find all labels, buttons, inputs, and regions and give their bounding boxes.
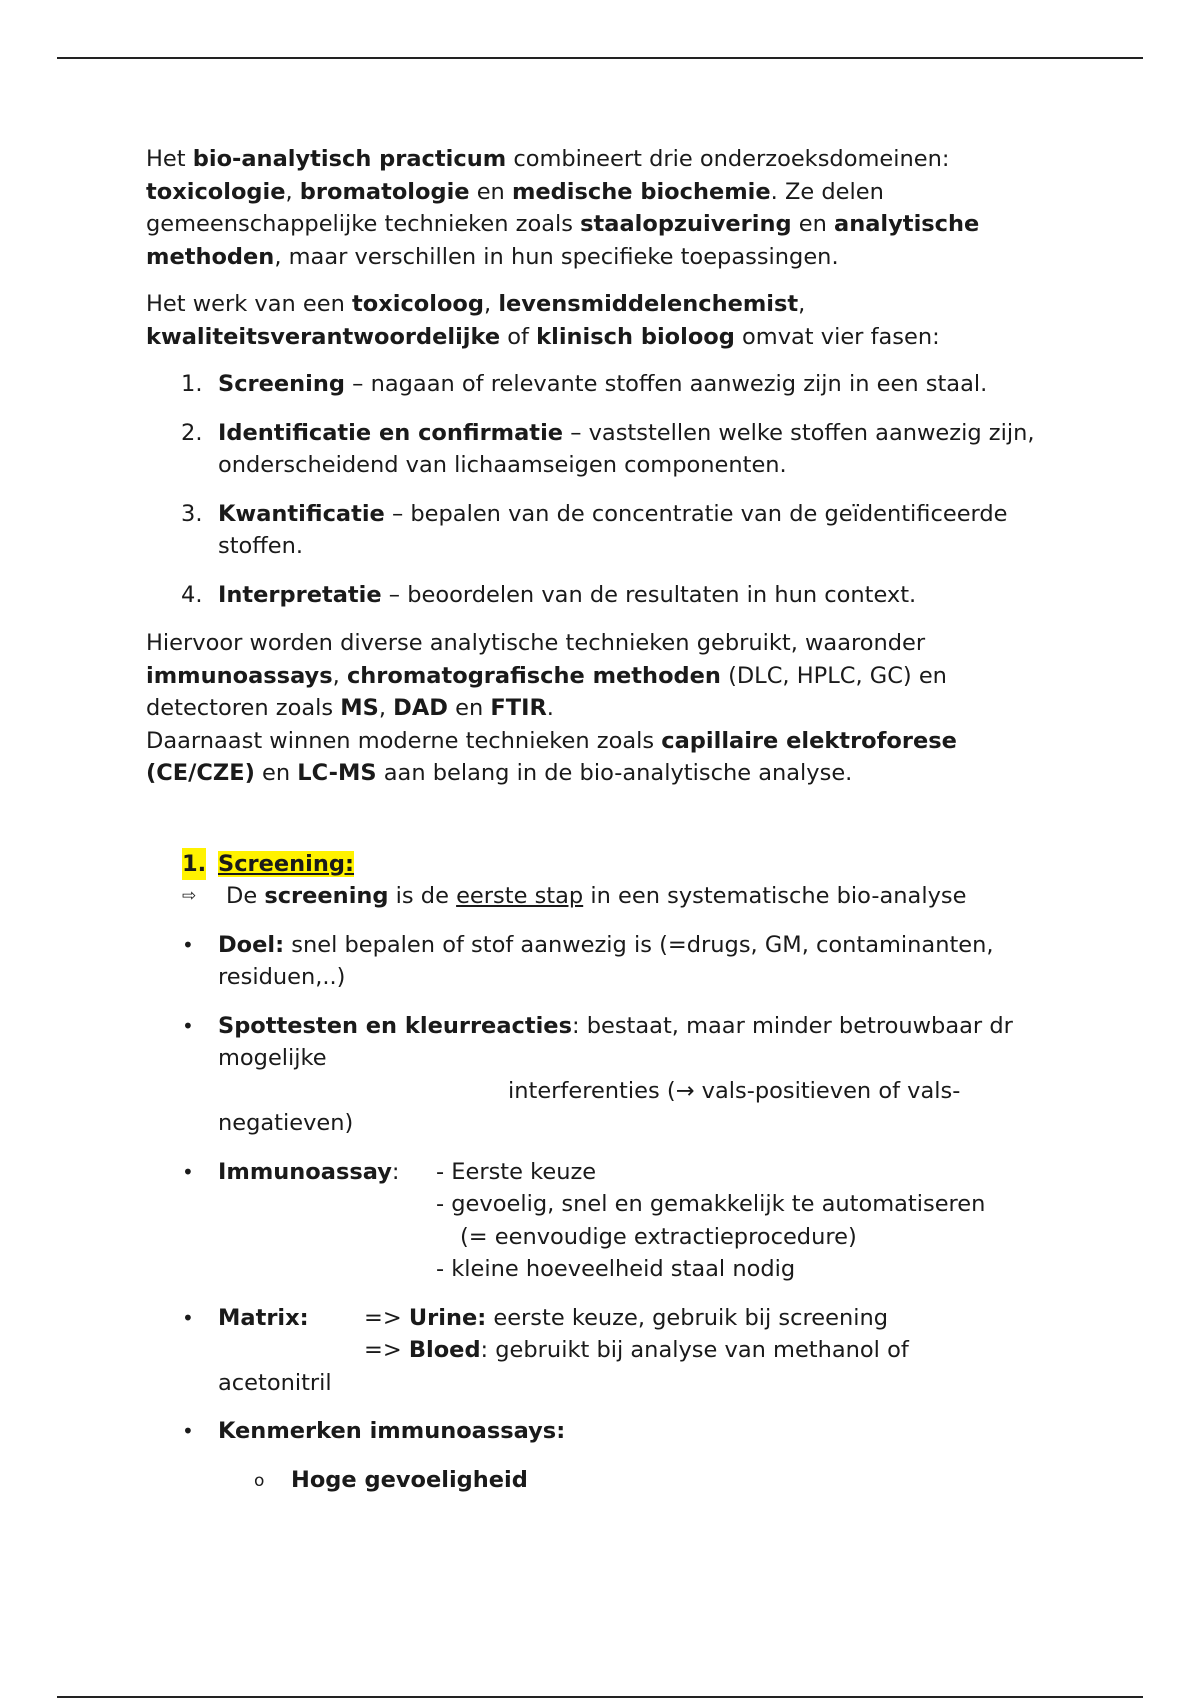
- phase-list: [146, 368, 1066, 611]
- header-rule: [57, 57, 1143, 59]
- phase-item: 3. Kwantificatie – bepalen van de concentratie van de geïdentificeerde stoffen.: [181, 500, 1008, 559]
- immunoassay-properties: - Eerste keuze - gevoelig, snel en gemakkelijk te automatiseren (= eenvoudige extractieprocedure) - kleine hoeveelheid staal nodig: [436, 1158, 986, 1282]
- intro-paragraph-3: Hiervoor worden diverse analytische technieken gebruikt, waaronder immunoassays, chromatografische methoden (DLC, HPLC, GC) en detectoren zoals MS, DAD en FTIR.: [146, 630, 947, 721]
- bullet-doel: • Doel: snel bepalen of stof aanwezig is (=drugs, GM, contaminanten, residuen,..): [146, 929, 1066, 994]
- bullet-icon: •: [182, 1419, 194, 1443]
- bullet-icon: •: [182, 1159, 194, 1184]
- intro-paragraph-4: Daarnaast winnen moderne technieken zoals capillaire elektroforese (CE/CZE) en LC-MS aan belang in de bio-analytische analyse.: [146, 727, 957, 786]
- section-heading-screening: 1. Screening:: [146, 848, 1066, 881]
- phase-item: 2. Identificatie en confirmatie – vaststellen welke stoffen aanwezig zijn, onderscheidend van lichaamseigen componenten.: [181, 419, 1035, 478]
- bullet-spottesten: • Spottesten en kleurreacties: bestaat, maar minder betrouwbaar dr mogelijke interferenties (→ vals-positieven of vals- negatieven): [146, 1010, 1066, 1140]
- bullet-immunoassay: • Immunoassay: - Eerste keuze - gevoelig, snel en gemakkelijk te automatiseren (= eenvoudige extractieprocedure) - kleine hoeveelheid staal nodig: [146, 1156, 1066, 1286]
- bullet-kenmerken: • Kenmerken immunoassays:: [146, 1415, 1066, 1448]
- bullet-icon: •: [182, 1013, 194, 1038]
- footer-rule: [57, 1696, 1143, 1698]
- phase-item: 1. Screening – nagaan of relevante stoffen aanwezig zijn in een staal.: [181, 371, 988, 397]
- sub-bullet-hoge-gevoeligheid: o Hoge gevoeligheid: [146, 1464, 1066, 1497]
- arrow-right-icon: ⇨: [182, 886, 197, 906]
- intro-paragraph-2: Het werk van een toxicoloog, levensmiddelenchemist, kwaliteitsverantwoordelijke of klinisch bioloog omvat vier fasen:: [146, 291, 940, 350]
- bullet-matrix: • Matrix: => Urine: eerste keuze, gebruik bij screening => Bloed: gebruikt bij analyse van methanol of acetonitril: [146, 1302, 1066, 1400]
- circle-bullet-icon: o: [254, 1470, 265, 1491]
- bullet-icon: •: [182, 932, 194, 957]
- intro-paragraph-1: Het bio-analytisch practicum combineert drie onderzoeksdomeinen: toxicologie, bromatologie en medische biochemie. Ze delen gemeenschappelijke technieken zoals staalopzuivering en analytische methoden, maar verschillen in hun specifieke toepassingen.: [146, 146, 980, 270]
- document-body: [146, 143, 1066, 1496]
- screening-intro-line: ⇨ De screening is de eerste stap in een systematische bio-analyse: [146, 880, 1066, 913]
- phase-item: 4. Interpretatie – beoordelen van de resultaten in hun context.: [181, 581, 917, 608]
- bullet-icon: •: [182, 1305, 194, 1330]
